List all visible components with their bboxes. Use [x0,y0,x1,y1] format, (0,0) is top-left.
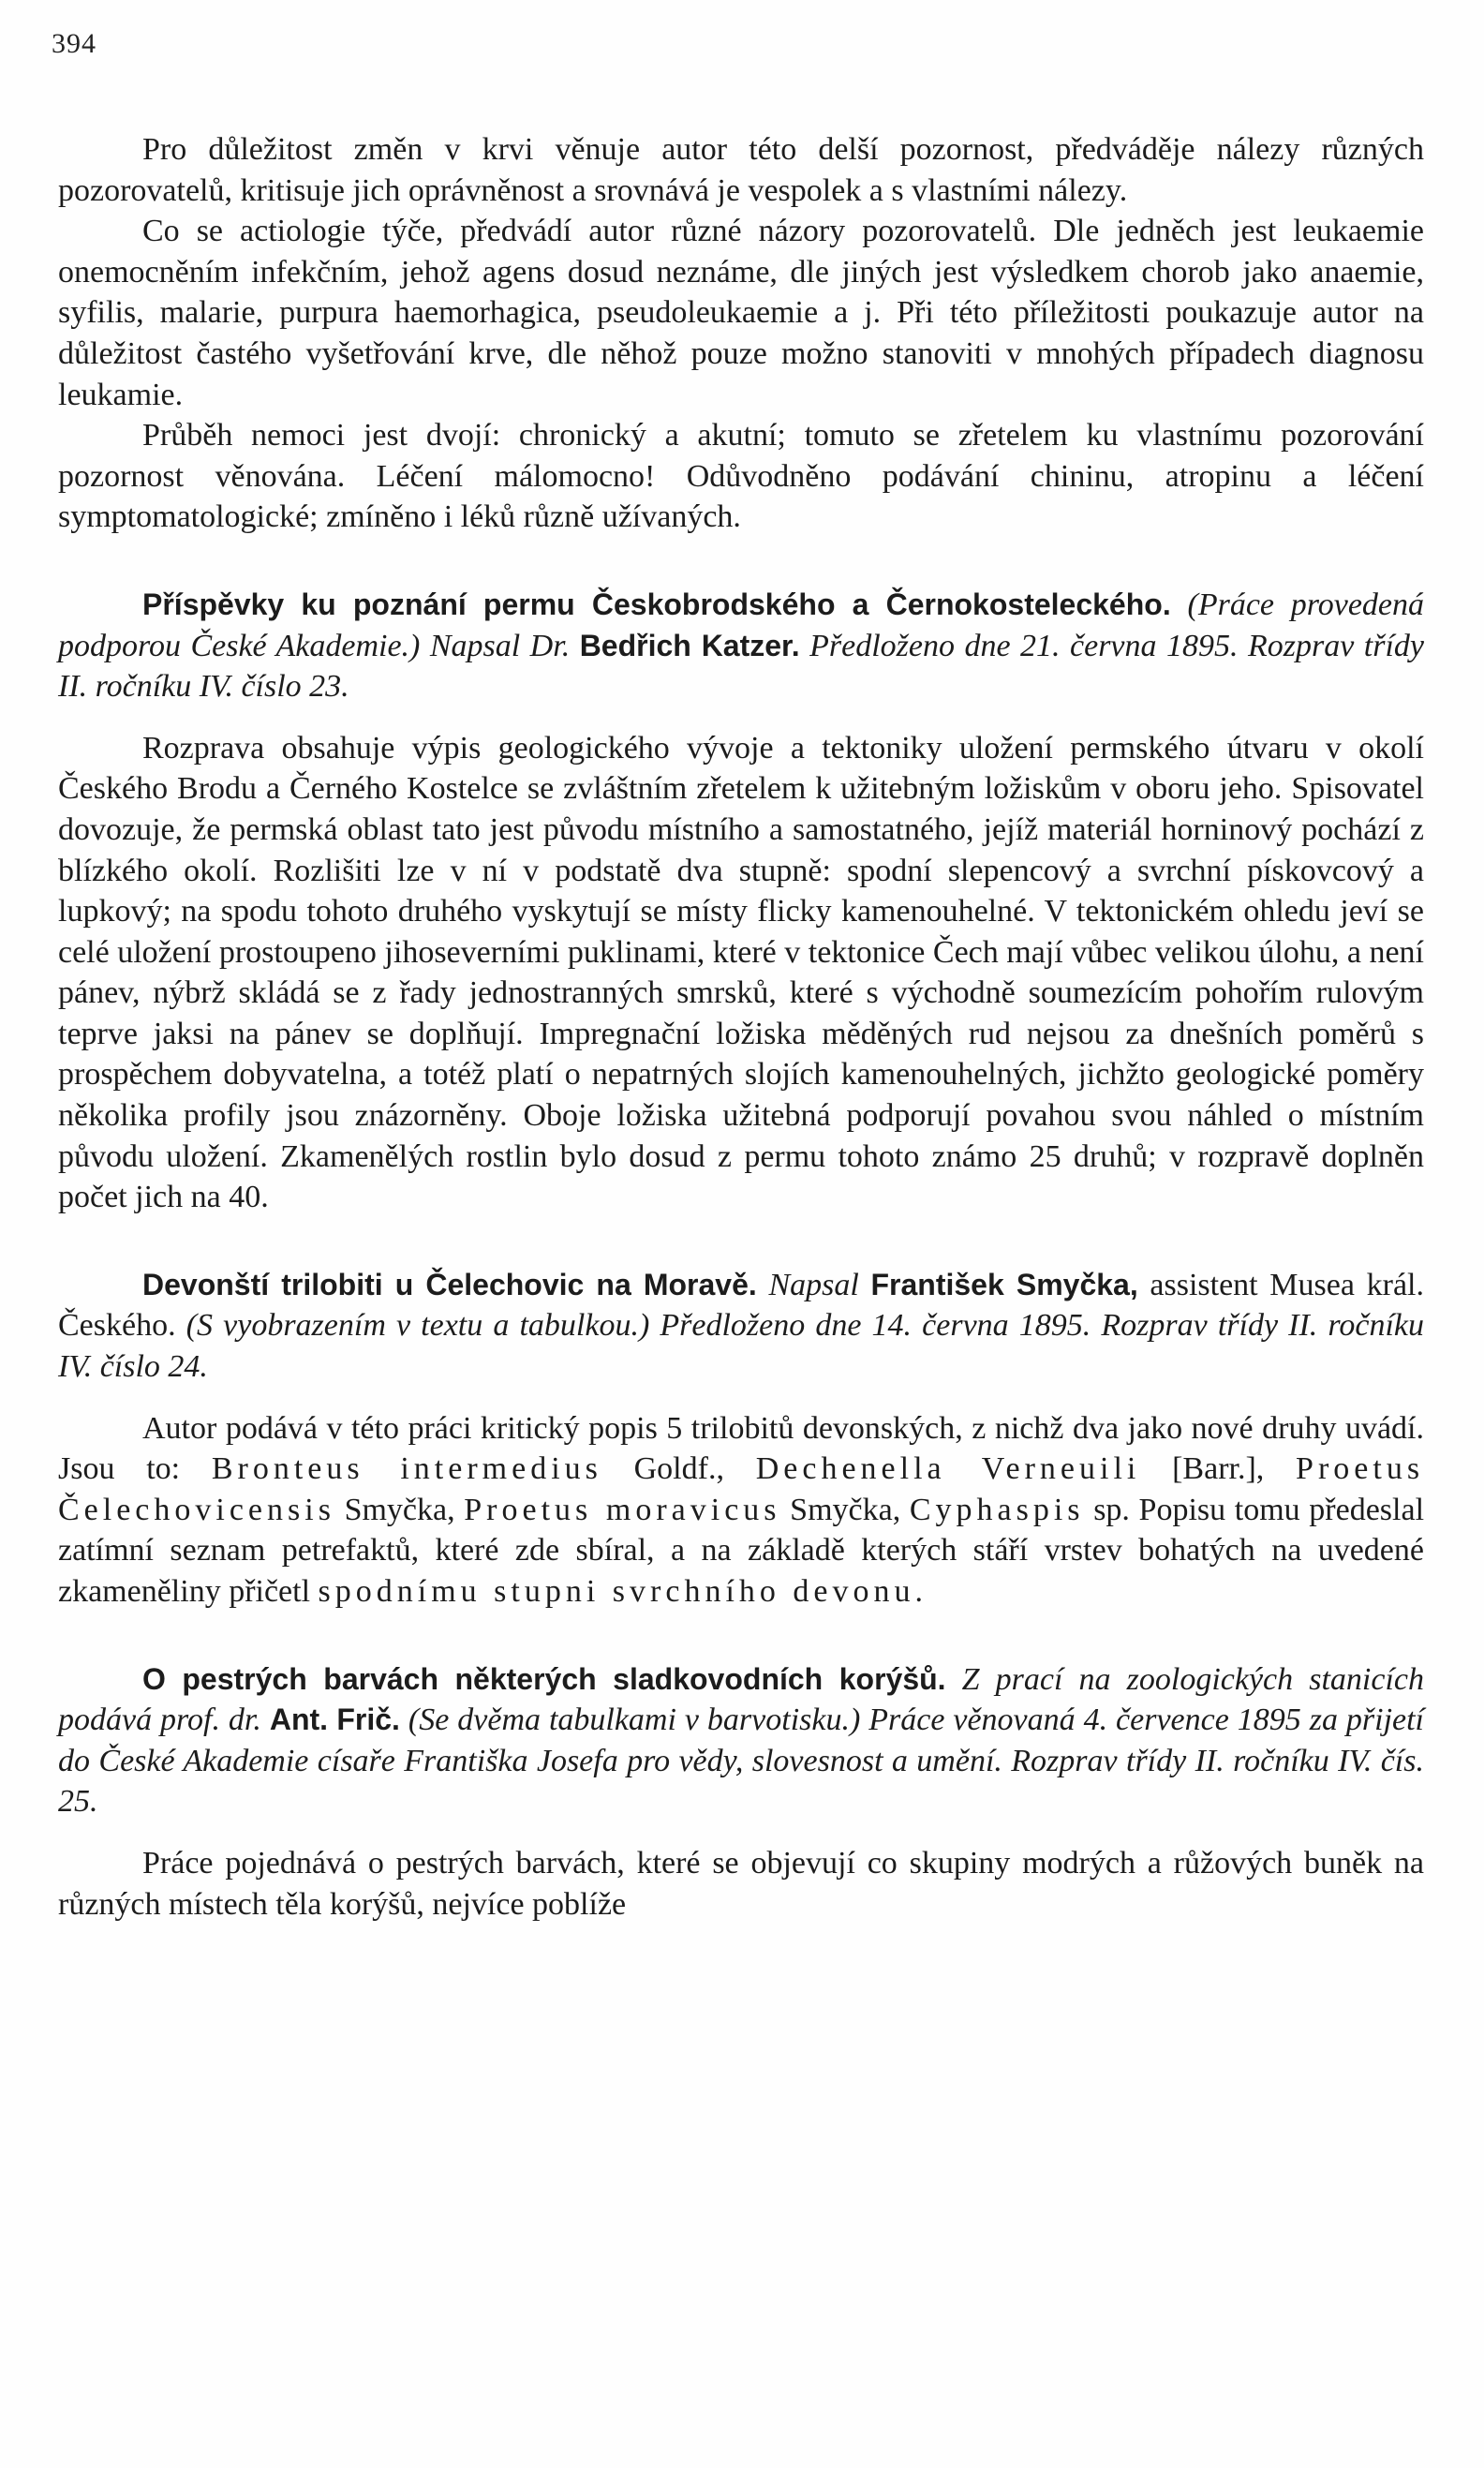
species-bronteus: Bronteus intermedius [211,1451,602,1487]
species-dechenella: Dechenella Verneuili [755,1451,1141,1487]
article-2-body-text-b: Goldf., [633,1451,724,1487]
article-2-title: Devonští trilobiti u Čelechovic na Moravě. [142,1267,757,1301]
article-2-body-text-e: Smyčka, [790,1492,901,1527]
article-2-meta: (S vyobrazením v textu a tabulkou.) Předloženo dne 14. června 1895. Rozprav třídy II. ročníku IV. číslo 24. [58,1308,1424,1385]
article-3-body: Práce pojednává o pestrých barvách, které se objevují co skupiny modrých a růžových buněk na různých místech těla korýšů, nejvíce poblíže [58,1845,1424,1922]
article-1-body: Rozprava obsahuje výpis geologického vývoje a tektoniky uložení permského útvaru v okolí Českého Brodu a Černého Kostelce se zvláštním zřetelem k užitebným ložiskům v oboru jeho. Spisovatel dovozuje, že permská oblast tato jest původu místního a samostatného, jejíž materiál horninový pochází z blízkého okolí. Rozlišiti lze v ní v podstatě dva stupně: spodní slepencový a svrchní pískovcový a lupkový; na spodu tohoto druhého vyskytují se místy flicky kamenouhelné. V tektonickém ohledu jeví se celé uložení prostoupeno jihoseverními puklinami, které v tektonice Čech mají vůbec velikou úlohu, a není pánev, nýbrž skládá se z řady jednostranných smrsků, které s východně soumezícím pohořím rulovým teprve jaksi na pánev se doplňují. Impregnační ložiska měděných rud nejsou za dnešních poměrů s prospěchem dobyvatelna, a totéž platí o nepatrných slojích kamenouhelných, jichžto geologické poměry několika profily jsou znázorněny. Oboje ložiska užitebná podporují povahou svou náhled o místním původu uložení. Zkamenělých rostlin bylo dosud z permu tohoto známo 25 druhů; v rozpravě doplněn počet jich na 40. [58,730,1424,1215]
intro-paragraph-2: Co se actiologie týče, předvádí autor různé názory pozorovatelů. Dle jedněch jest leukaemie onemocněním infekčním, jehož agens dosud neznáme, dle jiných jest výsledkem chorob jako anaemie, syfilis, malarie, purpura haemorhagica, pseudoleukaemie a j. Při této příležitosti poukazuje autor na důležitost častého vyšetřování krve, dle něhož pouze možno stanoviti v mnohých případech diagnosu leukamie. [58,214,1424,412]
article-2-heading [58,1265,1424,1388]
article-1-meta-1: (Práce provedená podporou České Akademie.) Napsal Dr. [58,587,1425,663]
article-2-body [58,1408,1424,1613]
article-3-meta-2: (Se dvěma tabulkami v barvotisku.) Práce věnovaná 4. července 1895 za přijetí do České Akademie císaře Františka Josefa pro vědy, slovesnost a umění. Rozprav třídy II. ročníku IV. čís. 25. [58,1702,1424,1820]
species-cyphaspis: Cyphaspis [909,1492,1085,1527]
article-2-body-text-f: sp. Popisu tomu předeslal zatímní seznam petrefaktů, které zde sbíral, a na základě kterých stáří vrstev bohatých na uvedené zkameněliny přičetl [58,1492,1425,1609]
article-2-body-text-d: Smyčka, [344,1492,455,1527]
species-proetus-moravicus: Proetus moravicus [464,1492,781,1527]
article-1-heading [58,585,1424,707]
article-1-meta-2: Předloženo dne 21. června 1895. Rozprav třídy II. ročníku IV. číslo 23. [58,628,1425,705]
stage-upper-devonian: spodnímu stupni svrchního devonu. [318,1574,928,1609]
article-2-body-text-c: [Barr.], [1172,1451,1265,1487]
article-3-author: Ant. Frič. [269,1702,400,1737]
article-2-napsal: Napsal [768,1267,859,1302]
page-body [58,129,1424,1925]
intro-paragraph-1: Pro důležitost změn v krvi věnuje autor této delší pozornost, předváděje nálezy různých pozorovatelů, kritisuje jich oprávněnost a srovnává je vespolek a s vlastními nálezy. [58,132,1424,208]
article-3-meta-1: Z prací na zoologických stanicích podává prof. dr. [58,1661,1425,1738]
article-2-body-text-a: Autor podává v této práci kritický popis 5 trilobitů devonských, z nichž dva jako nové druhy uvádí. Jsou to: [58,1410,1424,1487]
article-1-author: Bedřich Katzer. [579,628,800,662]
article-3-title: O pestrých barvách některých sladkovodních korýšů. [142,1661,946,1696]
article-2-author: František Smyčka, [870,1267,1138,1301]
intro-paragraph-3: Průběh nemoci jest dvojí: chronický a akutní; tomuto se zřetelem ku vlastnímu pozorování pozornost věnována. Léčení málomocno! Odůvodněno podávání chininu, atropinu a léčení symptomatologické; zmíněno i léků různě užívaných. [58,418,1424,535]
article-3-heading [58,1659,1424,1822]
species-proetus-celechovicensis: Proetus Čelechovicensis [58,1451,1425,1527]
article-2-affiliation: assistent Musea král. Českého. [58,1267,1424,1344]
page-number: 394 [52,28,96,59]
article-1-title: Příspěvky ku poznání permu Českobrodského a Černokosteleckého. [142,587,1171,621]
